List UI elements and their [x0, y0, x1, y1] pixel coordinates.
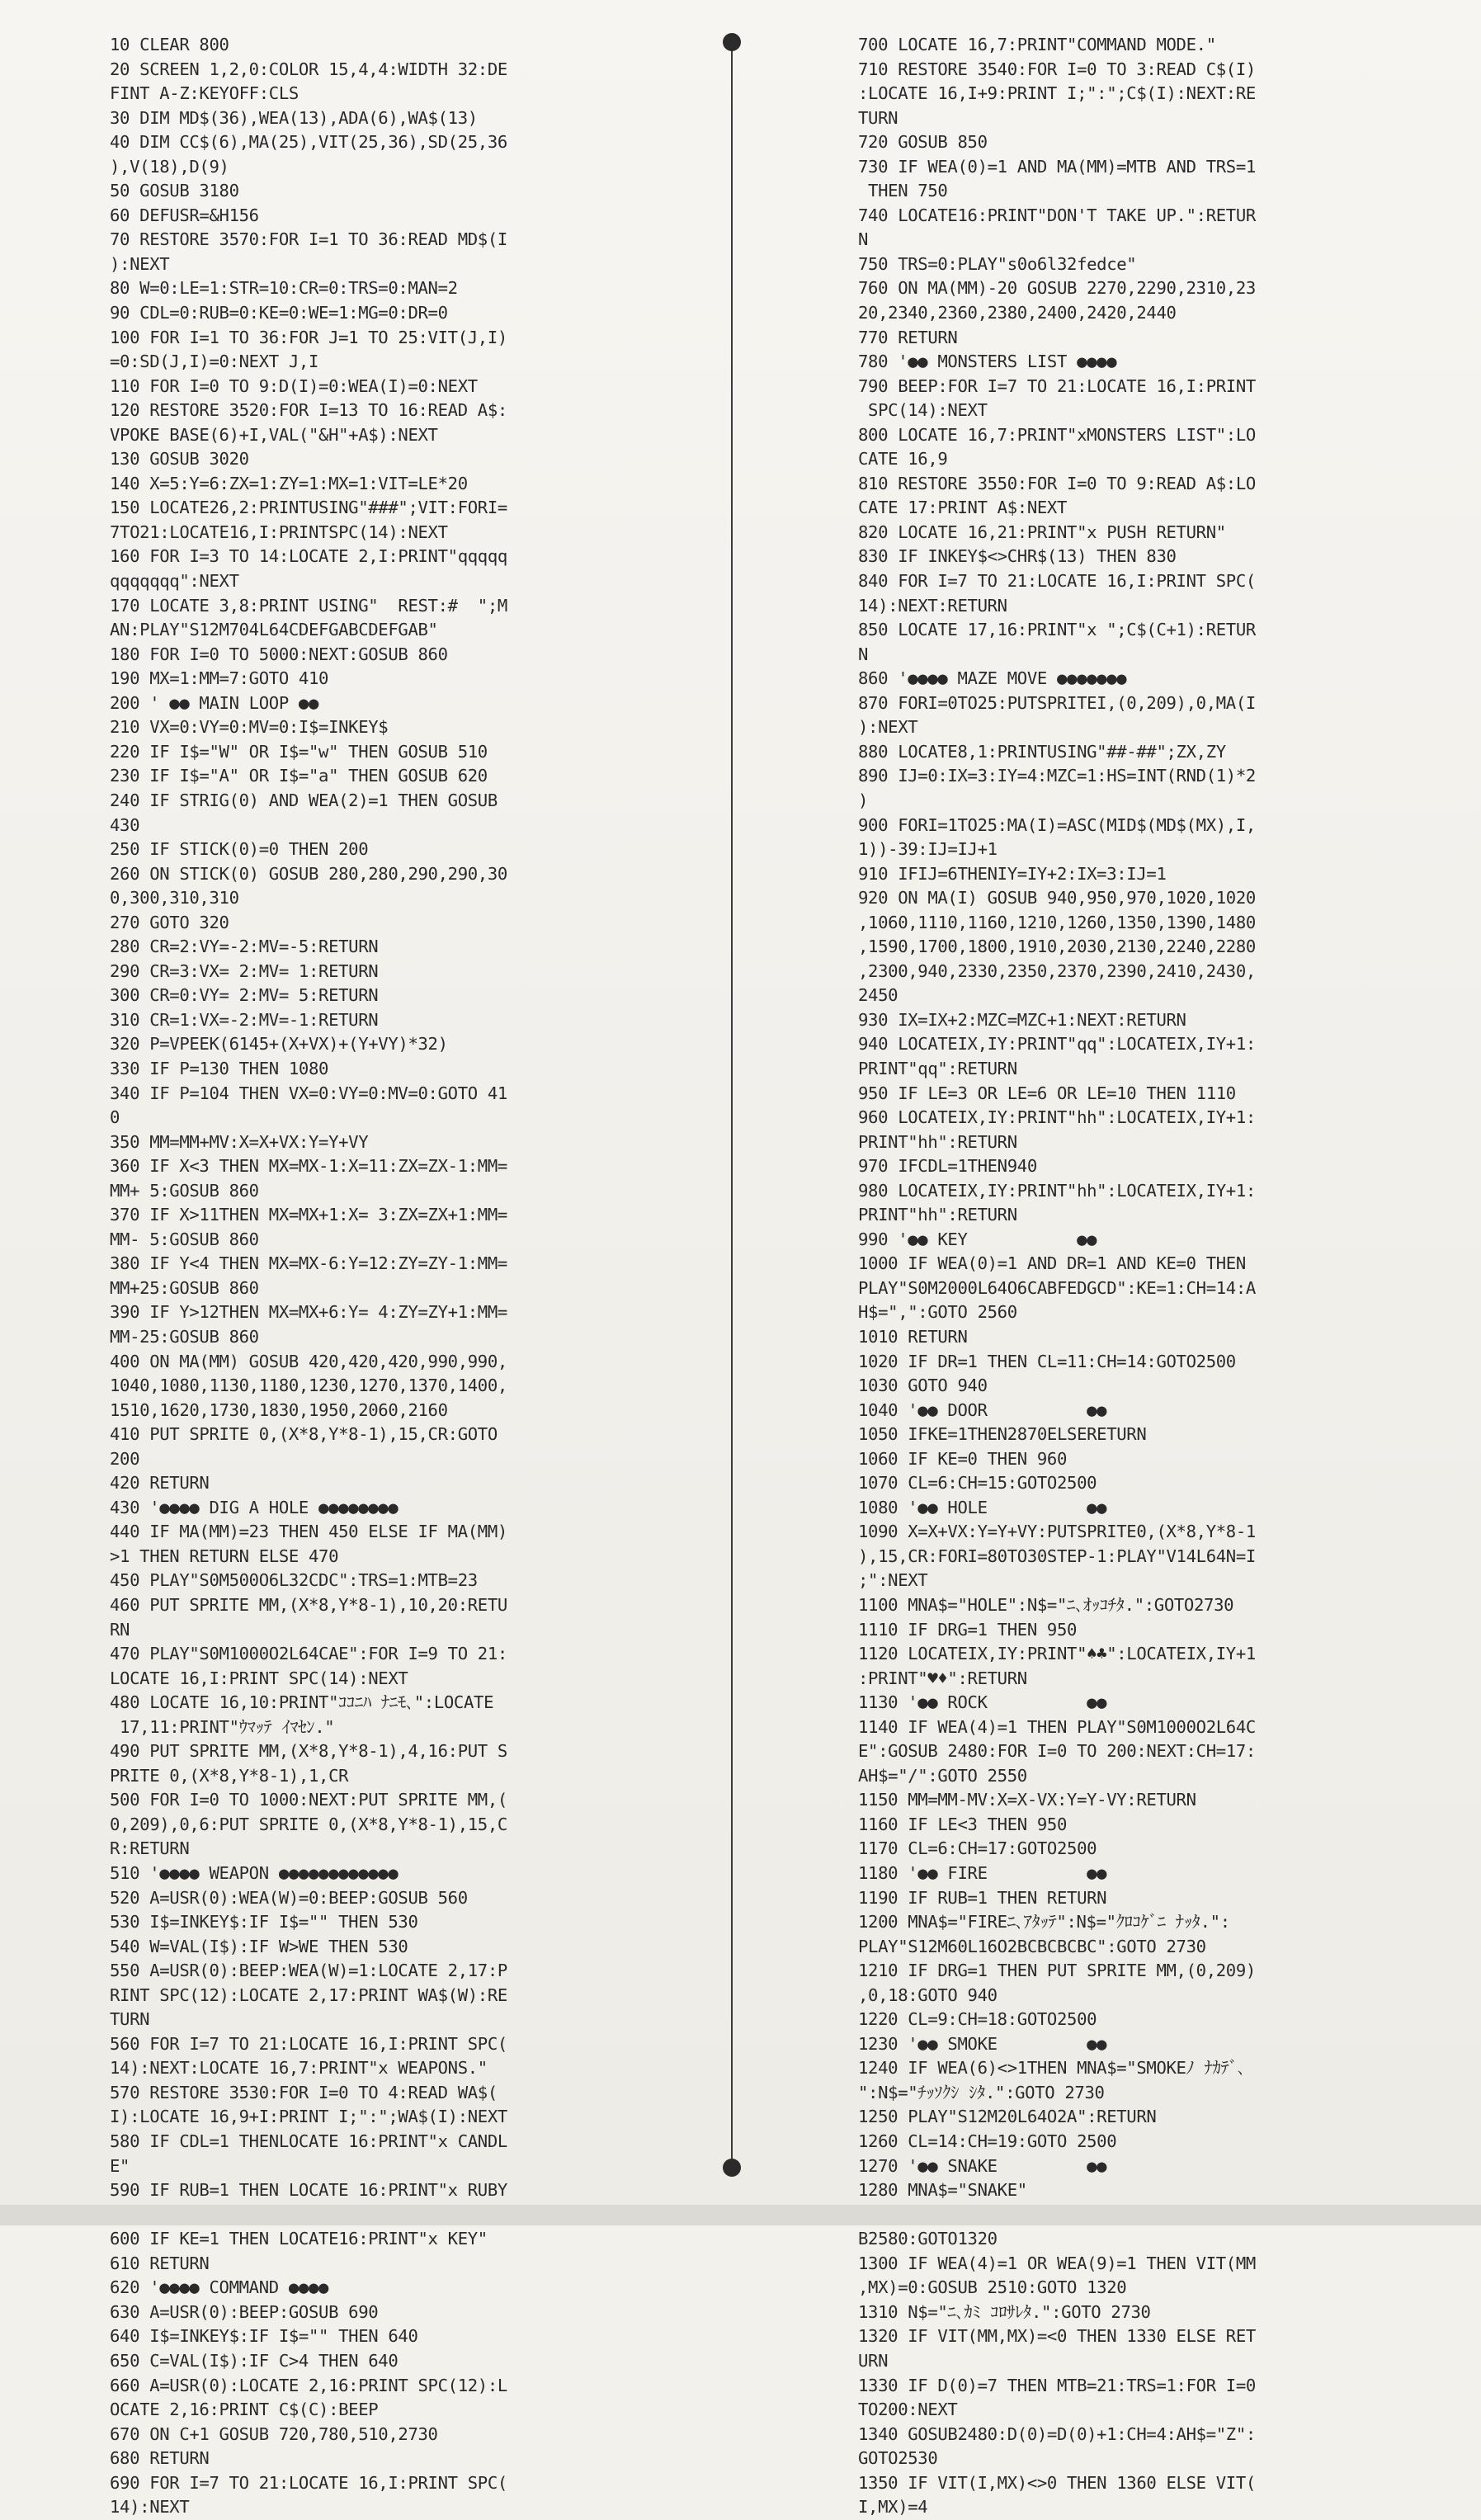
code-line: 20,2340,2360,2380,2400,2420,2440 [858, 303, 1177, 323]
code-line: 590 IF RUB=1 THEN LOCATE 16:PRINT"x RUBY [110, 2180, 507, 2201]
code-line: PLAY"S12M60L16O2BCBCBCBC":GOTO 2730 [858, 1936, 1206, 1956]
code-line: 1010 RETURN [858, 1326, 968, 1347]
code-line: 0 [110, 1107, 120, 1128]
code-line: 500 FOR I=0 TO 1000:NEXT:PUT SPRITE MM,( [110, 1790, 507, 1810]
code-line: TO200:NEXT [858, 2400, 958, 2420]
code-line: 880 LOCATE8,1:PRINTUSING"##-##";ZX,ZY [858, 741, 1226, 762]
code-line: TURN [858, 107, 899, 128]
code-line: 1300 IF WEA(4)=1 OR WEA(9)=1 THEN VIT(MM [858, 2253, 1256, 2273]
code-line: 1230 '●● SMOKE ●● [858, 2033, 1107, 2054]
code-line: 620 '●●●● COMMAND ●●●● [110, 2277, 329, 2298]
code-line: 150 LOCATE26,2:PRINTUSING"###";VIT:FORI= [110, 498, 507, 518]
code-line: >1 THEN RETURN ELSE 470 [110, 1546, 339, 1566]
code-line: ):NEXT [110, 253, 170, 274]
code-line: 1320 IF VIT(MM,MX)=<0 THEN 1330 ELSE RET [858, 2326, 1256, 2347]
code-line: 900 FORI=1TO25:MA(I)=ASC(MID$(MD$(MX),I, [858, 814, 1256, 835]
code-line: 680 RETURN [110, 2448, 210, 2469]
code-line: 690 FOR I=7 TO 21:LOCATE 16,I:PRINT SPC( [110, 2472, 507, 2493]
code-line: 510 '●●●● WEAPON ●●●●●●●●●●●● [110, 1863, 399, 1884]
code-line: TURN [110, 2009, 150, 2030]
code-line: 960 LOCATEIX,IY:PRINT"hh":LOCATEIX,IY+1: [858, 1107, 1256, 1128]
code-line: 970 IFCDL=1THEN940 [858, 1156, 1037, 1177]
code-line: ,MX)=0:GOSUB 2510:GOTO 1320 [858, 2277, 1127, 2298]
code-line: 140 X=5:Y=6:ZX=1:ZY=1:MX=1:VIT=LE*20 [110, 473, 468, 493]
code-line: 820 LOCATE 16,21:PRINT"x PUSH RETURN" [858, 521, 1226, 542]
code-line: 40 DIM CC$(6),MA(25),VIT(25,36),SD(25,36 [110, 132, 507, 153]
column-divider [731, 43, 733, 2176]
code-line: N [858, 644, 869, 664]
code-line: 90 CDL=0:RUB=0:KE=0:WE=1:MG=0:DR=0 [110, 303, 448, 323]
code-line: E":GOSUB 2480:FOR I=0 TO 200:NEXT:CH=17: [858, 1741, 1256, 1762]
code-line: PRINT"qq":RETURN [858, 1058, 1017, 1078]
code-line: 1200 MNA$="FIREﾆ､ｱﾀｯﾃ":N$="ｸﾛｺｹﾞﾆ ﾅｯﾀ.": [858, 1912, 1230, 1932]
code-line: 1040,1080,1130,1180,1230,1270,1370,1400, [110, 1376, 507, 1396]
code-line: 660 A=USR(0):LOCATE 2,16:PRINT SPC(12):L [110, 2375, 507, 2395]
code-line: 1100 MNA$="HOLE":N$="ﾆ､ｵｯｺﾁﾀ.":GOTO2730 [858, 1595, 1234, 1615]
code-line: 760 ON MA(MM)-20 GOSUB 2270,2290,2310,23 [858, 278, 1256, 299]
code-line: 10 CLEAR 800 [110, 35, 229, 54]
code-line: 1140 IF WEA(4)=1 THEN PLAY"S0M1000O2L64C [858, 1716, 1256, 1737]
code-line: PRINT"hh":RETURN [858, 1131, 1017, 1152]
code-line: 1030 GOTO 940 [858, 1376, 988, 1396]
code-line: 1130 '●● ROCK ●● [858, 1692, 1107, 1713]
code-line: I,MX)=4 [858, 2497, 928, 2518]
code-line: 440 IF MA(MM)=23 THEN 450 ELSE IF MA(MM) [110, 1522, 507, 1542]
code-line: 2450 [858, 985, 899, 1006]
code-line: 1090 X=X+VX:Y=Y+VY:PUTSPRITE0,(X*8,Y*8-1 [858, 1522, 1256, 1542]
code-line: 1070 CL=6:CH=15:GOTO2500 [858, 1473, 1097, 1494]
code-line: 1120 LOCATEIX,IY:PRINT"♠♣":LOCATEIX,IY+1 [858, 1644, 1256, 1664]
code-line: AH$="/":GOTO 2550 [858, 1765, 1027, 1786]
code-line: THEN 750 [858, 181, 948, 201]
code-line: 170 LOCATE 3,8:PRINT USING" REST:# ";M [110, 595, 507, 616]
code-line: 430 [110, 814, 140, 835]
code-line: 980 LOCATEIX,IY:PRINT"hh":LOCATEIX,IY+1: [858, 1180, 1256, 1201]
code-line: 20 SCREEN 1,2,0:COLOR 15,4,4:WIDTH 32:DE [110, 59, 507, 79]
code-line: 70 RESTORE 3570:FOR I=1 TO 36:READ MD$(I [110, 229, 507, 250]
code-line: 1160 IF LE<3 THEN 950 [858, 1814, 1068, 1834]
code-line: 280 CR=2:VY=-2:MV=-5:RETURN [110, 937, 379, 957]
code-line: 0,300,310,310 [110, 888, 239, 908]
code-line: 250 IF STICK(0)=0 THEN 200 [110, 839, 369, 860]
code-line: 450 PLAY"S0M500O6L32CDC":TRS=1:MTB=23 [110, 1570, 478, 1591]
code-line: 600 IF KE=1 THEN LOCATE16:PRINT"x KEY" [110, 2229, 488, 2249]
code-line: N [858, 229, 869, 250]
code-line: 930 IX=IX+2:MZC=MZC+1:NEXT:RETURN [858, 1009, 1186, 1030]
code-line: 650 C=VAL(I$):IF C>4 THEN 640 [110, 2350, 399, 2371]
code-line: 610 RETURN [110, 2253, 210, 2273]
code-line: 580 IF CDL=1 THENLOCATE 16:PRINT"x CANDL [110, 2131, 507, 2152]
code-line: 380 IF Y<4 THEN MX=MX-6:Y=12:ZY=ZY-1:MM= [110, 1253, 507, 1274]
code-line: 1220 CL=9:CH=18:GOTO2500 [858, 2009, 1097, 2030]
code-line: 290 CR=3:VX= 2:MV= 1:RETURN [110, 960, 379, 981]
code-line: 1510,1620,1730,1830,1950,2060,2160 [110, 1399, 448, 1420]
code-line: 520 A=USR(0):WEA(W)=0:BEEP:GOSUB 560 [110, 1887, 468, 1908]
code-line: 330 IF P=130 THEN 1080 [110, 1058, 329, 1078]
code-line: 200 [110, 1448, 140, 1469]
code-line: 200 ' ●● MAIN LOOP ●● [110, 692, 319, 713]
code-line: 320 P=VPEEK(6145+(X+VX)+(Y+VY)*32) [110, 1034, 448, 1055]
code-line: 390 IF Y>12THEN MX=MX+6:Y= 4:ZY=ZY+1:MM= [110, 1302, 507, 1323]
code-line: 110 FOR I=0 TO 9:D(I)=0:WEA(I)=0:NEXT [110, 375, 478, 396]
code-line: 770 RETURN [858, 327, 958, 347]
code-line: 350 MM=MM+MV:X=X+VX:Y=Y+VY [110, 1131, 369, 1152]
code-line: 1260 CL=14:CH=19:GOTO 2500 [858, 2131, 1117, 2152]
code-line: 710 RESTORE 3540:FOR I=0 TO 3:READ C$(I) [858, 59, 1256, 79]
code-line: 460 PUT SPRITE MM,(X*8,Y*8-1),10,20:RETU [110, 1595, 507, 1615]
code-line: 720 GOSUB 850 [858, 132, 988, 153]
code-line: 1040 '●● DOOR ●● [858, 1399, 1107, 1420]
code-line: 1))-39:IJ=IJ+1 [858, 839, 998, 860]
code-line: ;":NEXT [858, 1570, 928, 1591]
code-line: 0,209),0,6:PUT SPRITE 0,(X*8,Y*8-1),15,C [110, 1814, 507, 1834]
code-line: 270 GOTO 320 [110, 912, 229, 932]
code-line: MM+25:GOSUB 860 [110, 1277, 259, 1298]
code-line: 790 BEEP:FOR I=7 TO 21:LOCATE 16,I:PRINT [858, 375, 1256, 396]
code-line: 1050 IFKE=1THEN2870ELSERETURN [858, 1424, 1147, 1445]
code-line: 890 IJ=0:IX=3:IY=4:MZC=1:HS=INT(RND(1)*2 [858, 766, 1256, 786]
code-line: 1170 CL=6:CH=17:GOTO2500 [858, 1838, 1097, 1859]
code-line: ,2300,940,2330,2350,2370,2390,2410,2430, [858, 960, 1256, 981]
code-line: 1330 IF D(0)=7 THEN MTB=21:TRS=1:FOR I=0 [858, 2375, 1256, 2395]
code-line: 990 '●● KEY ●● [858, 1229, 1097, 1249]
code-line: PRITE 0,(X*8,Y*8-1),1,CR [110, 1765, 349, 1786]
code-line: 400 ON MA(MM) GOSUB 420,420,420,990,990, [110, 1351, 507, 1371]
code-line: 810 RESTORE 3550:FOR I=0 TO 9:READ A$:LO [858, 473, 1256, 493]
code-line: 420 RETURN [110, 1473, 210, 1494]
code-line: 1180 '●● FIRE ●● [858, 1863, 1107, 1884]
code-line: 210 VX=0:VY=0:MV=0:I$=INKEY$ [110, 717, 389, 738]
code-line: 540 W=VAL(I$):IF W>WE THEN 530 [110, 1936, 408, 1956]
divider-dot-bottom [723, 2159, 741, 2177]
code-line: H$=",":GOTO 2560 [858, 1302, 1017, 1323]
code-line: 1350 IF VIT(I,MX)<>0 THEN 1360 ELSE VIT( [858, 2472, 1256, 2493]
code-line: 570 RESTORE 3530:FOR I=0 TO 4:READ WA$( [110, 2082, 498, 2102]
code-line: qqqqqqq":NEXT [110, 571, 239, 592]
code-line: ,1590,1700,1800,1910,2030,2130,2240,2280 [858, 937, 1256, 957]
code-line: =0:SD(J,I)=0:NEXT J,I [110, 352, 319, 372]
code-line: 340 IF P=104 THEN VX=0:VY=0:MV=0:GOTO 41 [110, 1083, 507, 1103]
code-line: 830 IF INKEY$<>CHR$(13) THEN 830 [858, 546, 1177, 567]
code-line: 850 LOCATE 17,16:PRINT"x ";C$(C+1):RETUR [858, 620, 1256, 640]
code-line: 630 A=USR(0):BEEP:GOSUB 690 [110, 2301, 379, 2322]
code-line: RINT SPC(12):LOCATE 2,17:PRINT WA$(W):RE [110, 1984, 507, 2005]
page-bottom-edge [0, 2205, 1481, 2225]
code-line: CATE 17:PRINT A$:NEXT [858, 498, 1068, 518]
code-line: 1270 '●● SNAKE ●● [858, 2155, 1107, 2176]
code-line: 17,11:PRINT"ｳﾏｯﾃ ｲﾏｾﾝ." [110, 1716, 335, 1737]
code-line: 260 ON STICK(0) GOSUB 280,280,290,290,30 [110, 863, 507, 884]
left-code-column [110, 33, 762, 2520]
code-line: GOTO2530 [858, 2448, 938, 2469]
code-line: 240 IF STRIG(0) AND WEA(2)=1 THEN GOSUB [110, 790, 498, 810]
code-line: 160 FOR I=3 TO 14:LOCATE 2,I:PRINT"qqqqq [110, 546, 507, 567]
code-line: 180 FOR I=0 TO 5000:NEXT:GOSUB 860 [110, 644, 448, 664]
code-line: 1310 N$="ﾆ､ｶﾐ ｺﾛｻﾚﾀ.":GOTO 2730 [858, 2301, 1151, 2322]
code-line: 480 LOCATE 16,10:PRINT"ｺｺﾆﾊ ﾅﾆﾓ､":LOCATE [110, 1692, 494, 1713]
code-line: 1080 '●● HOLE ●● [858, 1497, 1107, 1517]
code-line: 470 PLAY"S0M1000O2L64CAE":FOR I=9 TO 21: [110, 1644, 507, 1664]
code-line: ),V(18),D(9) [110, 156, 229, 177]
code-line: MM+ 5:GOSUB 860 [110, 1180, 259, 1201]
code-line: 920 ON MA(I) GOSUB 940,950,970,1020,1020 [858, 888, 1256, 908]
code-line: 700 LOCATE 16,7:PRINT"COMMAND MODE." [858, 35, 1216, 54]
code-line: 1000 IF WEA(0)=1 AND DR=1 AND KE=0 THEN [858, 1253, 1246, 1274]
code-line: B2580:GOTO1320 [858, 2229, 998, 2249]
code-line: 7TO21:LOCATE16,I:PRINTSPC(14):NEXT [110, 521, 448, 542]
code-line: OCATE 2,16:PRINT C$(C):BEEP [110, 2400, 379, 2420]
code-line: ) [858, 790, 869, 810]
code-line: R:RETURN [110, 1838, 190, 1859]
code-line: PLAY"S0M2000L64O6CABFEDGCD":KE=1:CH=14:A [858, 1277, 1256, 1298]
code-line: ,0,18:GOTO 940 [858, 1984, 998, 2005]
code-line: ":N$="ﾁｯｿｸｼ ｼﾀ.":GOTO 2730 [858, 2082, 1105, 2102]
code-line: AN:PLAY"S12M704L64CDEFGABCDEFGAB" [110, 620, 438, 640]
code-line: :PRINT"♥♦":RETURN [858, 1668, 1027, 1688]
code-line: 50 GOSUB 3180 [110, 181, 239, 201]
code-line: 750 TRS=0:PLAY"s0o6l32fedce" [858, 253, 1137, 274]
code-line: 1240 IF WEA(6)<>1THEN MNA$="SMOKEﾉ ﾅｶﾃﾞ､ [858, 2058, 1246, 2079]
code-line: 550 A=USR(0):BEEP:WEA(W)=1:LOCATE 2,17:P [110, 1961, 507, 1981]
code-line: 1280 MNA$="SNAKE" [858, 2180, 1027, 2201]
code-line: LOCATE 16,I:PRINT SPC(14):NEXT [110, 1668, 408, 1688]
code-line: 230 IF I$="A" OR I$="a" THEN GOSUB 620 [110, 766, 488, 786]
code-line: 910 IFIJ=6THENIY=IY+2:IX=3:IJ=1 [858, 863, 1167, 884]
code-line: 940 LOCATEIX,IY:PRINT"qq":LOCATEIX,IY+1: [858, 1034, 1256, 1055]
code-line: 130 GOSUB 3020 [110, 449, 249, 470]
code-line: MM-25:GOSUB 860 [110, 1326, 259, 1347]
code-line: 870 FORI=0TO25:PUTSPRITEI,(0,209),0,MA(I [858, 692, 1256, 713]
code-line: 80 W=0:LE=1:STR=10:CR=0:TRS=0:MAN=2 [110, 278, 458, 299]
right-code-column [858, 33, 1481, 2520]
code-line: SPC(14):NEXT [858, 400, 988, 421]
code-line: 14):NEXT:RETURN [858, 595, 1007, 616]
code-line: MM- 5:GOSUB 860 [110, 1229, 259, 1249]
code-line: 360 IF X<3 THEN MX=MX-1:X=11:ZX=ZX-1:MM= [110, 1156, 507, 1177]
code-line: I):LOCATE 16,9+I:PRINT I;":";WA$(I):NEXT [110, 2107, 507, 2127]
code-line: ,1060,1110,1160,1210,1260,1350,1390,1480 [858, 912, 1256, 932]
code-line: 640 I$=INKEY$:IF I$="" THEN 640 [110, 2326, 418, 2347]
code-line: 14):NEXT [110, 2497, 190, 2518]
code-line: 1190 IF RUB=1 THEN RETURN [858, 1887, 1107, 1908]
code-line: 560 FOR I=7 TO 21:LOCATE 16,I:PRINT SPC( [110, 2033, 507, 2054]
code-line: ):NEXT [858, 717, 918, 738]
code-line: 430 '●●●● DIG A HOLE ●●●●●●●● [110, 1497, 399, 1517]
code-line: 370 IF X>11THEN MX=MX+1:X= 3:ZX=ZX+1:MM= [110, 1205, 507, 1225]
code-line: RN [110, 1619, 130, 1640]
code-line: 220 IF I$="W" OR I$="w" THEN GOSUB 510 [110, 741, 488, 762]
code-line: 1150 MM=MM-MV:X=X-VX:Y=Y-VY:RETURN [858, 1790, 1196, 1810]
code-line: 14):NEXT:LOCATE 16,7:PRINT"x WEAPONS." [110, 2058, 488, 2079]
code-line: 100 FOR I=1 TO 36:FOR J=1 TO 25:VIT(J,I) [110, 327, 507, 347]
code-line: 490 PUT SPRITE MM,(X*8,Y*8-1),4,16:PUT S [110, 1741, 507, 1762]
code-line: 800 LOCATE 16,7:PRINT"xMONSTERS LIST":LO [858, 424, 1256, 445]
code-line: 1340 GOSUB2480:D(0)=D(0)+1:CH=4:AH$="Z": [858, 2423, 1256, 2444]
code-line: 1250 PLAY"S12M20L64O2A":RETURN [858, 2107, 1157, 2127]
code-line: 780 '●● MONSTERS LIST ●●●● [858, 352, 1117, 372]
divider-dot-top [723, 33, 741, 51]
code-line: ),15,CR:FORI=80TO30STEP-1:PLAY"V14L64N=I [858, 1546, 1256, 1566]
code-line: 410 PUT SPRITE 0,(X*8,Y*8-1),15,CR:GOTO [110, 1424, 498, 1445]
code-line: 1210 IF DRG=1 THEN PUT SPRITE MM,(0,209) [858, 1961, 1256, 1981]
code-line: 530 I$=INKEY$:IF I$="" THEN 530 [110, 1912, 418, 1932]
code-line: VPOKE BASE(6)+I,VAL("&H"+A$):NEXT [110, 424, 438, 445]
code-line: 190 MX=1:MM=7:GOTO 410 [110, 668, 329, 689]
code-line: 670 ON C+1 GOSUB 720,780,510,2730 [110, 2423, 438, 2444]
code-line: 730 IF WEA(0)=1 AND MA(MM)=MTB AND TRS=1 [858, 156, 1256, 177]
code-line: PRINT"hh":RETURN [858, 1205, 1017, 1225]
code-line: 300 CR=0:VY= 2:MV= 5:RETURN [110, 985, 379, 1006]
code-line: 840 FOR I=7 TO 21:LOCATE 16,I:PRINT SPC( [858, 571, 1256, 592]
code-line: CATE 16,9 [858, 449, 948, 470]
code-line: 740 LOCATE16:PRINT"DON'T TAKE UP.":RETUR [858, 205, 1256, 225]
code-line: 950 IF LE=3 OR LE=6 OR LE=10 THEN 1110 [858, 1083, 1236, 1103]
code-line: URN [858, 2350, 889, 2371]
code-line: :LOCATE 16,I+9:PRINT I;":";C$(I):NEXT:RE [858, 83, 1256, 104]
code-line: 120 RESTORE 3520:FOR I=13 TO 16:READ A$: [110, 400, 507, 421]
code-line: E" [110, 2155, 130, 2176]
code-line: 60 DEFUSR=&H156 [110, 205, 259, 225]
code-line: FINT A-Z:KEYOFF:CLS [110, 83, 299, 104]
code-line: 1060 IF KE=0 THEN 960 [858, 1448, 1068, 1469]
code-line: 1110 IF DRG=1 THEN 950 [858, 1619, 1078, 1640]
code-line: 30 DIM MD$(36),WEA(13),ADA(6),WA$(13) [110, 107, 478, 128]
code-line: 860 '●●●● MAZE MOVE ●●●●●●● [858, 668, 1127, 689]
code-line: 310 CR=1:VX=-2:MV=-1:RETURN [110, 1009, 379, 1030]
code-line: 1020 IF DR=1 THEN CL=11:CH=14:GOTO2500 [858, 1351, 1236, 1371]
